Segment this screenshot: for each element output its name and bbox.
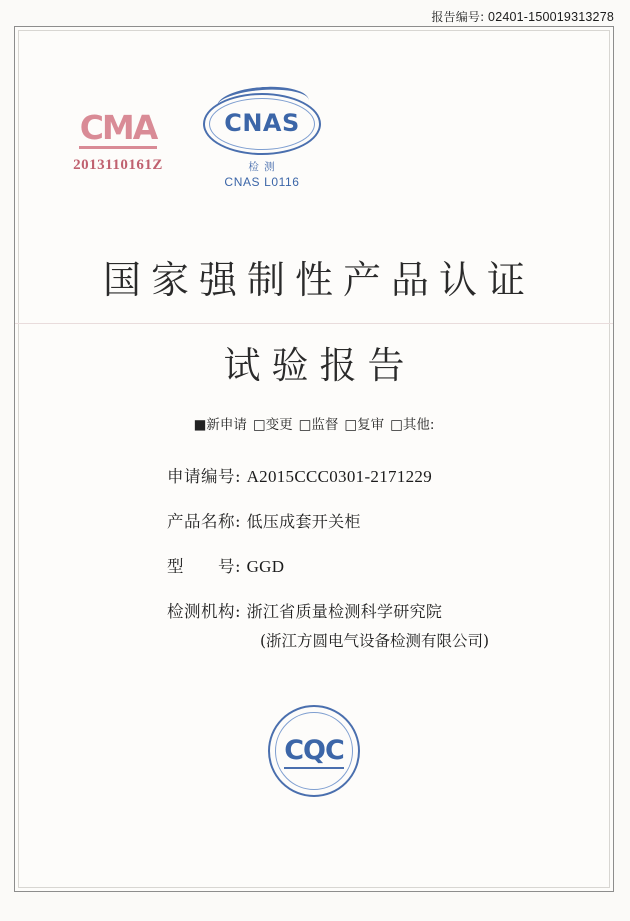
cnas-sub-text: 检 测 xyxy=(248,161,276,173)
page-subtitle: 试验报告 xyxy=(223,344,416,387)
field-label: 申请编号 xyxy=(167,467,235,486)
cqc-underline xyxy=(284,767,344,769)
field-value: 低压成套开关柜 xyxy=(246,512,361,531)
cnas-code: CNAS L0116 xyxy=(224,175,300,189)
option-review[interactable]: □复审 xyxy=(344,417,385,433)
field-model xyxy=(15,553,613,577)
report-number-label: 报告编号: xyxy=(431,10,485,24)
field-value: 浙江省质量检测科学研究院 xyxy=(246,602,443,621)
field-colon: : xyxy=(235,557,241,576)
field-value: A2015CCC0301-2171229 xyxy=(246,467,433,486)
cma-logo-text: CMA xyxy=(79,108,157,147)
scan-artifact-line xyxy=(15,323,613,324)
cnas-logo-text: CNAS xyxy=(224,109,300,137)
field-label: 检测机构 xyxy=(167,602,235,621)
cma-certificate-number: 2013110161Z xyxy=(73,157,163,173)
field-list xyxy=(15,463,613,669)
field-label: 型 号 xyxy=(167,557,235,576)
cnas-logo-icon xyxy=(203,93,321,155)
field-colon: : xyxy=(235,602,241,621)
cma-mark xyxy=(53,108,183,174)
option-new-application[interactable]: ■新申请 xyxy=(193,417,247,433)
accreditation-marks xyxy=(15,87,613,217)
application-type-options xyxy=(15,413,613,433)
cqc-logo-text: CQC xyxy=(284,735,344,766)
page-title: 国家强制性产品认证 xyxy=(102,258,535,302)
field-colon: : xyxy=(235,512,241,531)
field-testing-organization-line2: (浙江方圆电气设备检测有限公司) xyxy=(260,632,490,650)
cqc-seal xyxy=(268,705,360,797)
field-application-number xyxy=(15,463,613,487)
document-sheet xyxy=(14,26,614,892)
field-product-name xyxy=(15,508,613,532)
option-other[interactable]: □其他: xyxy=(390,417,435,433)
cma-logo-icon xyxy=(79,108,157,149)
report-number-value: 02401-150019313278 xyxy=(488,10,614,24)
option-change[interactable]: □变更 xyxy=(252,417,293,433)
field-colon: : xyxy=(235,467,241,486)
option-supervision[interactable]: □监督 xyxy=(298,417,339,433)
field-value: GGD xyxy=(246,557,285,576)
field-testing-organization xyxy=(15,598,613,622)
cnas-mark xyxy=(187,93,337,189)
report-number xyxy=(431,8,614,25)
field-label: 产品名称 xyxy=(167,512,235,531)
